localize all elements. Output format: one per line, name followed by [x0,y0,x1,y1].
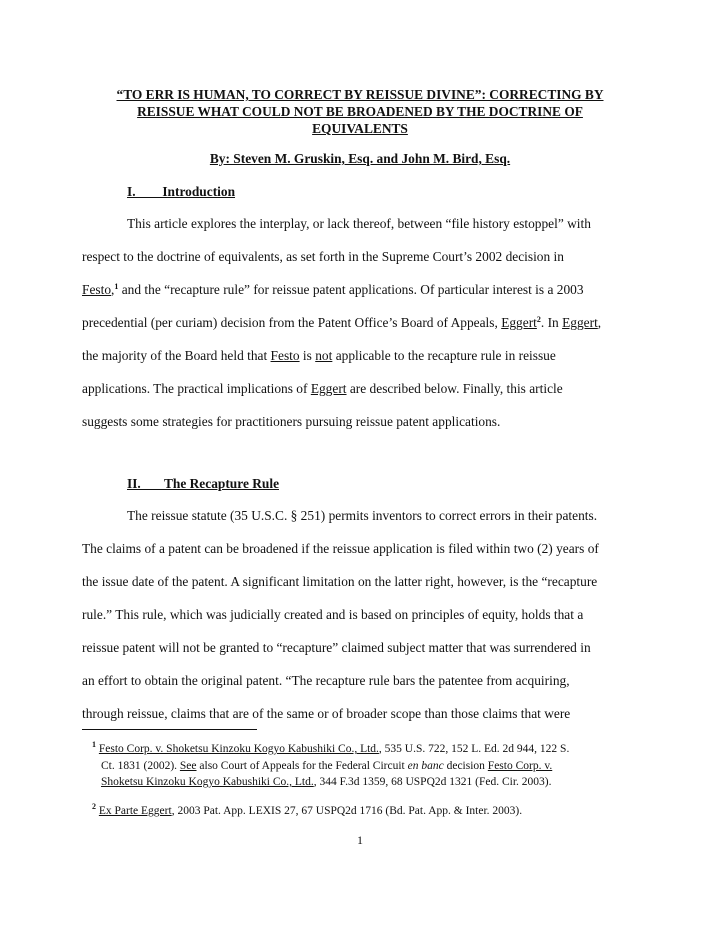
section-1-heading: I. Introduction [127,184,236,199]
footnote-1-text-2a: Ct. 1831 (2002). [101,759,180,772]
intro-line-6-a: applications. The practical implications of [82,381,311,396]
footnote-2-line [92,803,638,820]
footnote-ref-2[interactable]: 2 [536,315,541,324]
see-signal: See [179,759,197,772]
title-line-1: “TO ERR IS HUMAN, TO CORRECT BY REISSUE DIVINE”: CORRECTING BY [116,87,604,102]
intro-line-3 [82,273,638,306]
footnote-1-text-2b: also Court of Appeals for the Federal Circuit [196,759,408,772]
footnote-2 [92,803,638,820]
recapture-paragraph [82,499,638,730]
title-line-3: EQUIVALENTS [312,121,408,136]
footnote-divider [82,729,257,730]
intro-line-1: This article explores the interplay, or lack thereof, between “file history estoppel” with [127,216,591,231]
footnote-1-line-1 [92,741,638,758]
eggert-ref-3: Eggert [310,381,347,396]
recapture-line-7: through reissue, claims that are of the same or of broader scope than those claims that were [82,706,571,721]
footnote-1-text-1: , 535 U.S. 722, 152 L. Ed. 2d 944, 122 S. [378,743,570,755]
intro-line-4 [82,306,638,339]
intro-sep: , [111,282,115,297]
recapture-line-3: the issue date of the patent. A significant limitation on the latter right, however, is the “recapture [82,574,598,589]
footnote-1-number: 1 [92,740,96,749]
recapture-line-4: rule.” This rule, which was judicially created and is based on principles of equity, holds that a [82,607,584,622]
article-title [90,86,630,137]
recapture-line-5: reissue patent will not be granted to “recapture” claimed subject matter that was surrendered in [82,640,591,655]
intro-line-5-a: the majority of the Board held that [82,348,271,363]
intro-line-4-c: , [597,315,602,330]
intro-line-4-a: precedential (per curiam) decision from the Patent Office’s Board of Appeals, [82,315,502,330]
byline: By: Steven M. Gruskin, Esq. and John M. Bird, Esq. [209,151,511,166]
footnote-2-text: , 2003 Pat. App. LEXIS 27, 67 USPQ2d 1716 (Bd. Pat. App. & Inter. 2003). [171,805,523,817]
festo-ref: Festo [82,282,112,297]
footnote-2-number: 2 [92,802,96,811]
intro-line-5 [82,339,638,372]
intro-line-5-b: is [299,348,316,363]
footnote-1-line-2 [92,758,638,775]
section-2-heading: II. The Recapture Rule [127,476,280,491]
introduction-paragraph [82,207,638,438]
eggert-ref-2: Eggert [562,315,598,330]
intro-line-3-text: and the “recapture rule” for reissue patent applications. Of particular interest is a 2003 [118,282,584,297]
recapture-line-6: an effort to obtain the original patent. “The recapture rule bars the patentee from acquiring, [82,673,570,688]
eggert-ref: Eggert [501,315,537,330]
intro-line-5-c: applicable to the recapture rule in reissue [332,348,556,363]
festo-ref-2: Festo [270,348,300,363]
intro-line-6 [82,372,638,405]
footnote-1-text-2c: decision [443,759,488,772]
recapture-line-1: The reissue statute (35 U.S.C. § 251) permits inventors to correct errors in their patents. [127,508,598,523]
eggert-citation: Ex Parte Eggert [98,805,172,817]
page-number: 1 [357,833,363,847]
footnote-1-line-3 [92,774,638,791]
intro-line-2: respect to the doctrine of equivalents, as set forth in the Supreme Court’s 2002 decision in [82,249,564,264]
festo-citation: Festo Corp. v. Shoketsu Kinzoku Kogyo Kabushiki Co., Ltd. [98,743,379,755]
footnote-1 [92,741,638,791]
recapture-line-2: The claims of a patent can be broadened if the reissue application is filed within two (2) years of [82,541,599,556]
festo-citation-2b: Shoketsu Kinzoku Kogyo Kabushiki Co., Ltd. [101,776,314,788]
intro-line-4-b: . In [540,315,563,330]
footnote-1-text-3: , 344 F.3d 1359, 68 USPQ2d 1321 (Fed. Cir. 2003). [313,776,552,788]
not-emphasis: not [315,348,333,363]
intro-line-6-b: are described below. Finally, this article [346,381,563,396]
intro-line-7: suggests some strategies for practitioners pursuing reissue patent applications. [82,414,501,429]
footnote-ref-1[interactable]: 1 [114,282,119,291]
festo-citation-2a: Festo Corp. v. [487,759,553,772]
title-line-2: REISSUE WHAT COULD NOT BE BROADENED BY THE DOCTRINE OF [137,104,583,119]
en-banc: en banc [407,759,444,772]
